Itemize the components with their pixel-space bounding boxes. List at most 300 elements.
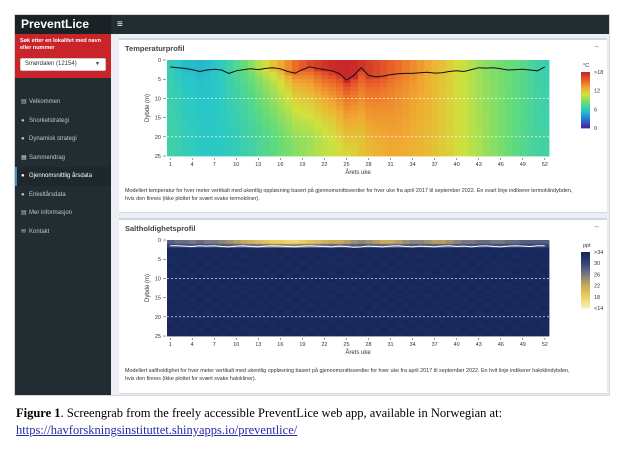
heatmap-cell: [461, 294, 469, 298]
heatmap-cell: [233, 79, 241, 83]
heatmap-cell: [498, 294, 506, 298]
heatmap-cell: [520, 255, 528, 259]
heatmap-cell: [174, 75, 182, 79]
heatmap-cell: [365, 114, 373, 118]
heatmap-cell: [218, 263, 226, 267]
heatmap-cell: [189, 121, 197, 125]
site-select[interactable]: [20, 58, 106, 71]
heatmap-cell: [307, 83, 315, 87]
heatmap-cell: [468, 294, 476, 298]
heatmap-cell: [270, 294, 278, 298]
heatmap-cell: [395, 118, 403, 122]
heatmap-cell: [285, 114, 293, 118]
heatmap-cell: [446, 324, 454, 328]
heatmap-cell: [189, 286, 197, 290]
sidebar-item[interactable]: [15, 93, 111, 112]
heatmap-cell: [255, 309, 263, 313]
heatmap-cell: [329, 305, 337, 309]
heatmap-cell: [167, 240, 175, 244]
heatmap-cell: [439, 114, 447, 118]
heatmap-cell: [373, 152, 381, 156]
heatmap-cell: [468, 290, 476, 294]
heatmap-cell: [483, 290, 491, 294]
sidebar-item[interactable]: [15, 204, 111, 223]
collapse-icon[interactable]: –: [594, 222, 599, 231]
heatmap-cell: [277, 240, 285, 244]
heatmap-cell: [248, 98, 256, 102]
heatmap-cell: [417, 144, 425, 148]
heatmap-cell: [534, 328, 542, 332]
heatmap-cell: [307, 294, 315, 298]
heatmap-cell: [454, 328, 462, 332]
heatmap-cell: [446, 282, 454, 286]
heatmap-cell: [424, 259, 432, 263]
heatmap-cell: [358, 324, 366, 328]
heatmap-cell: [182, 125, 190, 129]
heatmap-cell: [439, 282, 447, 286]
heatmap-cell: [417, 68, 425, 72]
heatmap-cell: [270, 114, 278, 118]
heatmap-cell: [454, 252, 462, 256]
heatmap-cell: [255, 278, 263, 282]
heatmap-cell: [292, 141, 300, 145]
heatmap-cell: [446, 267, 454, 271]
heatmap-cell: [527, 118, 535, 122]
heatmap-cell: [409, 125, 417, 129]
figure-caption: [16, 405, 614, 439]
heatmap-cell: [248, 328, 256, 332]
temperature-caption: Modellert temperatur for hver meter vertikalt med ukentlig oppløsning basert på gjennomsnittsverdier for hver uke fra april 2017 til september 2022. En svart linje indikerer termoklindybden, hvis den finnes (ikke plottet for svært svake termokliner).: [125, 188, 573, 202]
heatmap-cell: [454, 286, 462, 290]
heatmap-cell: [329, 255, 337, 259]
heatmap-cell: [534, 79, 542, 83]
heatmap-cell: [380, 321, 388, 325]
heatmap-cell: [299, 294, 307, 298]
heatmap-cell: [454, 114, 462, 118]
heatmap-cell: [314, 91, 322, 95]
heatmap-cell: [527, 278, 535, 282]
heatmap-cell: [439, 144, 447, 148]
heatmap-cell: [277, 79, 285, 83]
heatmap-cell: [211, 328, 219, 332]
heatmap-cell: [299, 121, 307, 125]
heatmap-cell: [461, 305, 469, 309]
heatmap-cell: [336, 125, 344, 129]
heatmap-cell: [461, 324, 469, 328]
heatmap-cell: [476, 309, 484, 313]
heatmap-cell: [226, 137, 234, 141]
heatmap-cell: [380, 137, 388, 141]
heatmap-cell: [233, 118, 241, 122]
heatmap-cell: [431, 259, 439, 263]
x-tick-label: 22: [321, 162, 328, 168]
heatmap-cell: [336, 278, 344, 282]
heatmap-cell: [505, 129, 513, 133]
heatmap-cell: [387, 68, 395, 72]
heatmap-cell: [174, 79, 182, 83]
heatmap-cell: [498, 87, 506, 91]
heatmap-cell: [248, 321, 256, 325]
heatmap-cell: [446, 152, 454, 156]
heatmap-cell: [226, 271, 234, 275]
heatmap-cell: [351, 75, 359, 79]
heatmap-cell: [534, 118, 542, 122]
heatmap-cell: [321, 114, 329, 118]
heatmap-cell: [285, 125, 293, 129]
y-tick-label: 20: [154, 134, 161, 141]
heatmap-cell: [211, 129, 219, 133]
heatmap-cell: [373, 240, 381, 244]
heatmap-cell: [204, 290, 212, 294]
heatmap-cell: [417, 141, 425, 145]
heatmap-cell: [211, 60, 219, 64]
heatmap-cell: [424, 248, 432, 252]
heatmap-cell: [409, 252, 417, 256]
heatmap-cell: [534, 106, 542, 110]
heatmap-cell: [395, 298, 403, 302]
heatmap-cell: [505, 121, 513, 125]
heatmap-cell: [395, 324, 403, 328]
heatmap-cell: [380, 298, 388, 302]
heatmap-cell: [218, 98, 226, 102]
heatmap-cell: [527, 91, 535, 95]
heatmap-cell: [490, 98, 498, 102]
heatmap-cell: [468, 259, 476, 263]
heatmap-cell: [424, 252, 432, 256]
heatmap-cell: [409, 248, 417, 252]
heatmap-cell: [240, 324, 248, 328]
colorbar-tick-label: >34: [594, 250, 604, 256]
menu-icon: ●: [21, 191, 25, 198]
heatmap-cell: [240, 317, 248, 321]
heatmap-cell: [233, 332, 241, 336]
heatmap-cell: [211, 317, 219, 321]
heatmap-cell: [226, 332, 234, 336]
heatmap-cell: [395, 148, 403, 152]
heatmap-cell: [343, 294, 351, 298]
heatmap-cell: [520, 121, 528, 125]
figure-link[interactable]: https://havforskningsinstituttet.shinyapps.io/preventlice/: [16, 423, 298, 437]
heatmap-cell: [336, 240, 344, 244]
heatmap-cell: [446, 259, 454, 263]
heatmap-cell: [248, 72, 256, 76]
heatmap-cell: [233, 152, 241, 156]
heatmap-cell: [314, 294, 322, 298]
heatmap-cell: [263, 305, 271, 309]
heatmap-cell: [409, 267, 417, 271]
heatmap-cell: [182, 79, 190, 83]
heatmap-cell: [182, 137, 190, 141]
sidebar-item[interactable]: [15, 167, 111, 186]
heatmap-cell: [233, 114, 241, 118]
heatmap-cell: [285, 321, 293, 325]
heatmap-cell: [307, 79, 315, 83]
heatmap-cell: [204, 324, 212, 328]
heatmap-cell: [409, 244, 417, 248]
heatmap-cell: [365, 144, 373, 148]
sidebar-item[interactable]: [15, 149, 111, 168]
heatmap-cell: [512, 321, 520, 325]
heatmap-cell: [182, 148, 190, 152]
heatmap-cell: [182, 60, 190, 64]
heatmap-cell: [446, 248, 454, 252]
heatmap-cell: [476, 114, 484, 118]
heatmap-cell: [417, 305, 425, 309]
heatmap-cell: [380, 332, 388, 336]
sidebar-item-label: Velkommen: [29, 99, 61, 105]
brand-logo[interactable]: PreventLice: [15, 15, 111, 34]
heatmap-cell: [307, 259, 315, 263]
heatmap-cell: [395, 98, 403, 102]
heatmap-cell: [292, 286, 300, 290]
heatmap-cell: [534, 332, 542, 336]
heatmap-cell: [314, 301, 322, 305]
heatmap-cell: [233, 305, 241, 309]
heatmap-cell: [387, 83, 395, 87]
heatmap-cell: [358, 79, 366, 83]
heatmap-cell: [263, 267, 271, 271]
heatmap-cell: [329, 125, 337, 129]
heatmap-cell: [263, 317, 271, 321]
heatmap-cell: [240, 72, 248, 76]
heatmap-cell: [505, 328, 513, 332]
heatmap-cell: [395, 294, 403, 298]
heatmap-cell: [446, 148, 454, 152]
heatmap-cell: [248, 324, 256, 328]
heatmap-cell: [490, 298, 498, 302]
heatmap-cell: [226, 240, 234, 244]
heatmap-cell: [534, 72, 542, 76]
heatmap-cell: [395, 259, 403, 263]
heatmap-cell: [321, 259, 329, 263]
heatmap-cell: [343, 102, 351, 106]
heatmap-cell: [277, 83, 285, 87]
heatmap-cell: [189, 255, 197, 259]
heatmap-cell: [476, 294, 484, 298]
heatmap-cell: [520, 328, 528, 332]
heatmap-cell: [196, 148, 204, 152]
heatmap-cell: [277, 286, 285, 290]
heatmap-cell: [277, 64, 285, 68]
heatmap-cell: [424, 152, 432, 156]
heatmap-cell: [395, 152, 403, 156]
heatmap-cell: [512, 282, 520, 286]
heatmap-cell: [196, 125, 204, 129]
sidebar-item[interactable]: [15, 130, 111, 149]
heatmap-cell: [270, 79, 278, 83]
heatmap-cell: [329, 137, 337, 141]
heatmap-cell: [542, 267, 550, 271]
heatmap-cell: [461, 321, 469, 325]
heatmap-cell: [292, 301, 300, 305]
sidebar-item[interactable]: [15, 112, 111, 131]
heatmap-cell: [299, 91, 307, 95]
heatmap-cell: [351, 83, 359, 87]
heatmap-cell: [174, 60, 182, 64]
heatmap-cell: [498, 255, 506, 259]
heatmap-cell: [321, 137, 329, 141]
heatmap-cell: [285, 79, 293, 83]
heatmap-cell: [542, 255, 550, 259]
heatmap-cell: [454, 317, 462, 321]
heatmap-cell: [468, 129, 476, 133]
heatmap-cell: [343, 240, 351, 244]
x-tick-label: 34: [409, 162, 416, 168]
heatmap-cell: [233, 72, 241, 76]
heatmap-cell: [255, 75, 263, 79]
heatmap-cell: [505, 137, 513, 141]
heatmap-cell: [542, 305, 550, 309]
sidebar-toggle-icon[interactable]: ≡: [117, 19, 123, 30]
heatmap-cell: [285, 305, 293, 309]
heatmap-cell: [196, 278, 204, 282]
heatmap-cell: [505, 110, 513, 114]
heatmap-cell: [542, 98, 550, 102]
heatmap-cell: [204, 144, 212, 148]
heatmap-cell: [182, 305, 190, 309]
heatmap-cell: [439, 152, 447, 156]
heatmap-cell: [263, 282, 271, 286]
heatmap-cell: [483, 121, 491, 125]
heatmap-cell: [468, 64, 476, 68]
heatmap-cell: [373, 121, 381, 125]
heatmap-cell: [439, 240, 447, 244]
heatmap-cell: [314, 152, 322, 156]
heatmap-cell: [218, 278, 226, 282]
heatmap-cell: [270, 98, 278, 102]
heatmap-cell: [446, 110, 454, 114]
heatmap-cell: [240, 125, 248, 129]
heatmap-cell: [218, 91, 226, 95]
heatmap-cell: [351, 118, 359, 122]
heatmap-cell: [299, 106, 307, 110]
heatmap-cell: [343, 290, 351, 294]
heatmap-cell: [314, 328, 322, 332]
x-tick-label: 34: [409, 342, 416, 348]
heatmap-cell: [211, 152, 219, 156]
colorbar-tick-label: 6: [594, 107, 598, 114]
heatmap-cell: [520, 248, 528, 252]
heatmap-cell: [476, 321, 484, 325]
heatmap-cell: [270, 263, 278, 267]
collapse-icon[interactable]: –: [594, 42, 599, 51]
heatmap-cell: [512, 278, 520, 282]
heatmap-cell: [329, 64, 337, 68]
sidebar-item[interactable]: [15, 186, 111, 205]
heatmap-cell: [226, 305, 234, 309]
colorbar-unit-label: °C: [583, 63, 590, 69]
heatmap-cell: [321, 305, 329, 309]
heatmap-cell: [395, 328, 403, 332]
heatmap-cell: [387, 79, 395, 83]
heatmap-cell: [476, 144, 484, 148]
heatmap-cell: [351, 240, 359, 244]
heatmap-cell: [490, 137, 498, 141]
heatmap-cell: [167, 263, 175, 267]
x-tick-label: 52: [541, 342, 548, 348]
heatmap-cell: [402, 305, 410, 309]
heatmap-cell: [314, 305, 322, 309]
heatmap-cell: [336, 152, 344, 156]
heatmap-cell: [461, 98, 469, 102]
heatmap-cell: [196, 271, 204, 275]
heatmap-cell: [498, 79, 506, 83]
heatmap-cell: [314, 106, 322, 110]
heatmap-cell: [174, 255, 182, 259]
heatmap-cell: [461, 148, 469, 152]
x-tick-label: 4: [190, 162, 194, 168]
heatmap-cell: [182, 290, 190, 294]
heatmap-cell: [226, 87, 234, 91]
heatmap-cell: [167, 282, 175, 286]
heatmap-cell: [439, 290, 447, 294]
heatmap-cell: [329, 332, 337, 336]
heatmap-cell: [174, 114, 182, 118]
heatmap-cell: [329, 240, 337, 244]
heatmap-cell: [299, 64, 307, 68]
heatmap-cell: [336, 305, 344, 309]
heatmap-cell: [417, 110, 425, 114]
heatmap-cell: [292, 114, 300, 118]
heatmap-cell: [468, 72, 476, 76]
heatmap-cell: [431, 60, 439, 64]
heatmap-cell: [417, 83, 425, 87]
heatmap-cell: [299, 125, 307, 129]
heatmap-cell: [233, 317, 241, 321]
heatmap-cell: [395, 282, 403, 286]
heatmap-cell: [417, 317, 425, 321]
heatmap-cell: [233, 298, 241, 302]
heatmap-cell: [498, 72, 506, 76]
heatmap-cell: [226, 79, 234, 83]
heatmap-cell: [321, 87, 329, 91]
heatmap-cell: [167, 248, 175, 252]
heatmap-cell: [387, 106, 395, 110]
heatmap-cell: [468, 121, 476, 125]
heatmap-cell: [321, 321, 329, 325]
heatmap-cell: [292, 271, 300, 275]
heatmap-cell: [307, 271, 315, 275]
heatmap-cell: [314, 79, 322, 83]
heatmap-cell: [321, 255, 329, 259]
heatmap-cell: [343, 332, 351, 336]
heatmap-cell: [512, 102, 520, 106]
heatmap-cell: [373, 324, 381, 328]
heatmap-cell: [321, 152, 329, 156]
heatmap-cell: [167, 305, 175, 309]
heatmap-cell: [211, 79, 219, 83]
heatmap-cell: [380, 324, 388, 328]
heatmap-cell: [292, 83, 300, 87]
heatmap-cell: [409, 110, 417, 114]
heatmap-cell: [454, 263, 462, 267]
heatmap-cell: [373, 301, 381, 305]
heatmap-cell: [424, 144, 432, 148]
heatmap-cell: [321, 75, 329, 79]
heatmap-cell: [402, 282, 410, 286]
heatmap-cell: [343, 91, 351, 95]
heatmap-cell: [174, 102, 182, 106]
heatmap-cell: [387, 144, 395, 148]
heatmap-cell: [240, 118, 248, 122]
heatmap-cell: [417, 321, 425, 325]
heatmap-cell: [358, 118, 366, 122]
heatmap-cell: [387, 321, 395, 325]
heatmap-cell: [512, 87, 520, 91]
sidebar-item[interactable]: [15, 223, 111, 242]
heatmap-cell: [307, 255, 315, 259]
heatmap-cell: [270, 248, 278, 252]
